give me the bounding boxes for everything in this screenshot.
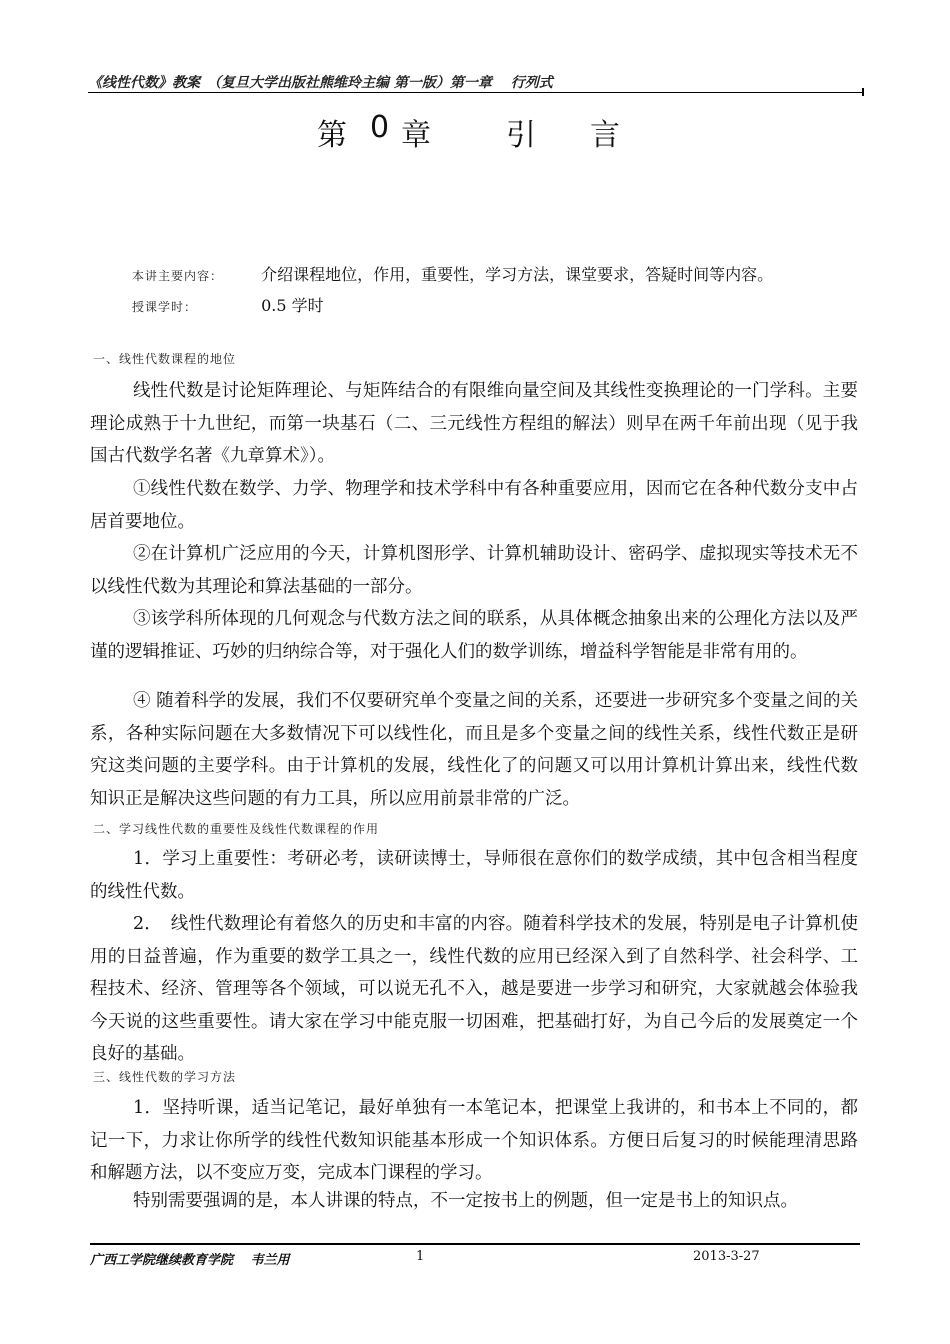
title-chapter-number: 0: [370, 110, 390, 145]
section-heading-3: 三、线性代数的学习方法: [93, 1070, 237, 1084]
paragraph: 线性代数是讨论矩阵理论、与矩阵结合的有限维向量空间及其线性变换理论的一门学科。主要理论成熟于十九世纪，而第一块基石（二、三元线性方程组的解法）则早在两千年前出现（见于我国古代数学名著《九章算术》）。: [90, 381, 858, 466]
paragraph: 1．坚持听课，适当记笔记，最好单独有一本笔记本，把课堂上我讲的，和书本上不同的，都记一下，力求让你所学的线性代数知识能基本形成一个知识体系。方便日后复习的时候能理清思路和解题方法，以不变应万变，完成本门课程的学习。: [90, 1098, 858, 1183]
paragraph: 2． 线性代数理论有着悠久的历史和丰富的内容。随着科学技术的发展，特别是电子计算机使用的日益普遍，作为重要的数学工具之一，线性代数的应用已经深入到了自然科学、社会科学、工程技术、经济、管理等各个领域，可以说无孔不入，越是要进一步学习和研究，大家就越会体验我今天说的这些重要性。请大家在学习中能克服一切困难，把基础打好，为自己今后的发展奠定一个良好的基础。: [90, 914, 858, 1064]
main-content-row: [132, 262, 773, 285]
running-header: 《线性代数》教案 （复旦大学出版社熊维玲主编 第一版）第一章 行列式: [88, 72, 863, 93]
title-char-1: 第: [317, 118, 347, 153]
title-char-2: 章: [401, 118, 431, 153]
footer-date: 2013-3-27: [693, 1249, 760, 1264]
paragraph: ②在计算机广泛应用的今天，计算机图形学、计算机辅助设计、密码学、虚拟现实等技术无不以线性代数为其理论和算法基础的一部分。: [90, 544, 858, 597]
header-rule-tick: [862, 88, 864, 96]
paragraph: ①线性代数在数学、力学、物理学和技术学科中有各种重要应用，因而它在各种代数分支中占居首要地位。: [90, 479, 858, 532]
teaching-hours-value: 0.5 学时: [261, 296, 324, 315]
section-heading-1: 一、线性代数课程的地位: [93, 352, 237, 366]
paragraph: 特别需要强调的是，本人讲课的特点，不一定按书上的例题，但一定是书上的知识点。: [133, 1191, 798, 1211]
footer-page-number: 1: [416, 1249, 425, 1264]
main-content-value: 介绍课程地位，作用，重要性，学习方法，课堂要求，答疑时间等内容。: [261, 265, 774, 284]
section-heading-2: 二、学习线性代数的重要性及线性代数课程的作用: [93, 822, 380, 836]
footer-rule: [90, 1243, 860, 1245]
footer-institution: 广西工学院继续教育学院 韦兰用: [90, 1253, 290, 1268]
title-char-3: 引: [506, 118, 536, 153]
paragraph: ③该学科所体现的几何观念与代数方法之间的联系，从具体概念抽象出来的公理化方法以及严谨的逻辑推证、巧妙的归纳综合等，对于强化人们的数学训练，增益科学智能是非常有用的。: [90, 609, 858, 662]
main-content-label: 本讲主要内容：: [132, 269, 224, 283]
teaching-hours-label: 授课学时：: [132, 300, 198, 314]
paragraph: ④ 随着科学的发展，我们不仅要研究单个变量之间的关系，还要进一步研究多个变量之间的关系，各种实际问题在大多数情况下可以线性化，而且是多个变量之间的线性关系，线性代数正是研究这类问题的主要学科。由于计算机的发展，线性化了的问题又可以用计算机计算出来，线性代数知识正是解决这些问题的有力工具，所以应用前景非常的广泛。: [90, 691, 858, 809]
title-char-4: 言: [590, 118, 620, 153]
paragraph: 1．学习上重要性：考研必考，读研读博士，导师很在意你们的数学成绩，其中包含相当程度的线性代数。: [90, 849, 858, 902]
teaching-hours-row: [132, 293, 324, 316]
